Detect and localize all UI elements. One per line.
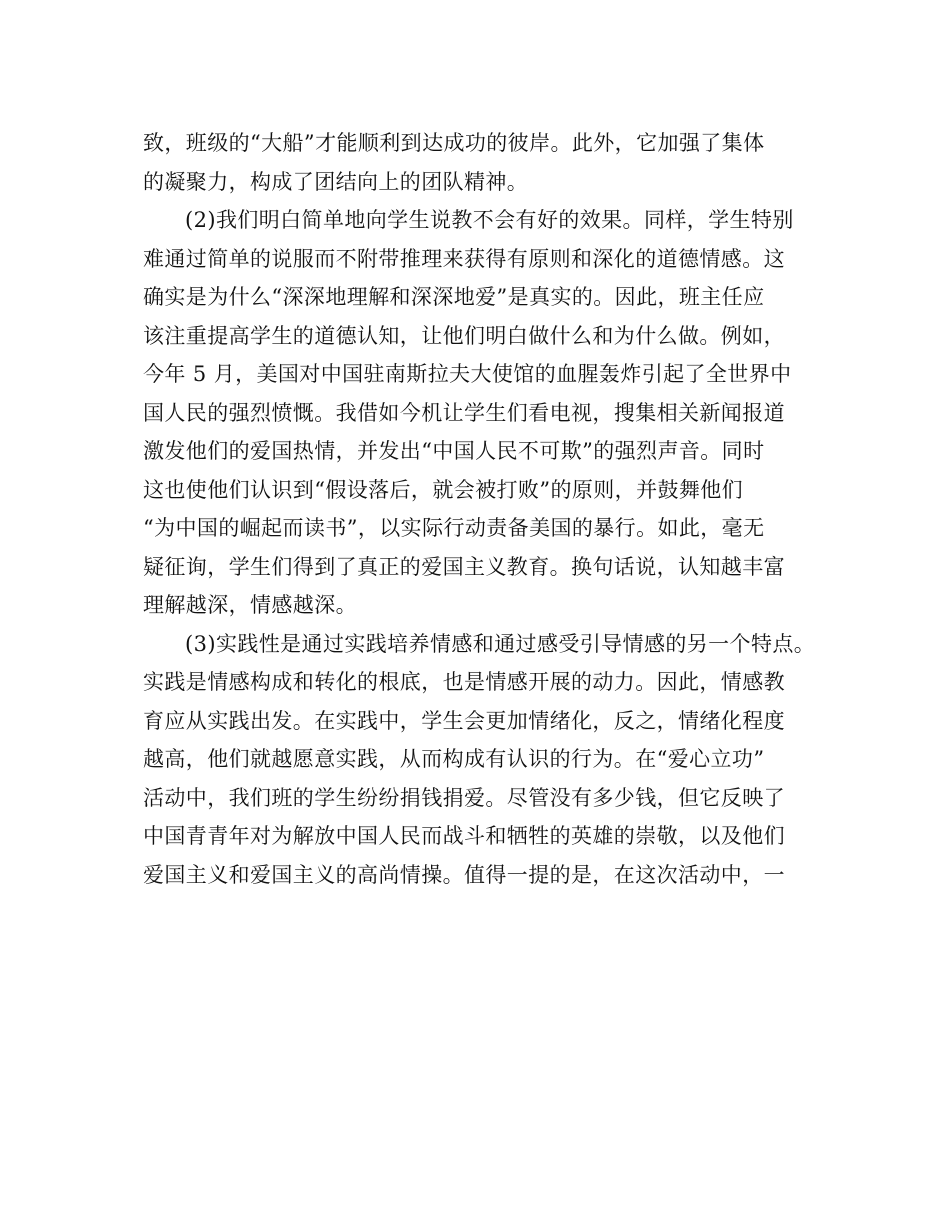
text-line: (2)我们明白简单地向学生说教不会有好的效果。同样，学生特别 <box>185 208 794 232</box>
text-line: 理解越深，情感越深。 <box>143 593 357 617</box>
text-line: 爱国主义和爱国主义的高尚情操。值得一提的是，在这次活动中，一 <box>143 862 785 887</box>
text-line: 中国青青年对为解放中国人民而战斗和牺牲的英雄的崇敬，以及他们 <box>143 824 785 848</box>
text-line: 该注重提高学生的道德认知，让他们明白做什么和为什么做。例如， <box>143 323 785 348</box>
text-line: 活动中，我们班的学生纷纷捐钱捐爱。尽管没有多少钱，但它反映了 <box>143 785 785 810</box>
text-line: 激发他们的爱国热情，并发出“中国人民不可欺”的强烈声音。同时 <box>143 439 765 463</box>
text-line: (3)实践性是通过实践培养情感和通过感受引导情感的另一个特点。 <box>185 631 816 656</box>
text-line: 育应从实践出发。在实践中，学生会更加情绪化，反之，情绪化程度 <box>143 708 785 733</box>
text-line: 确实是为什么“深深地理解和深深地爱”是真实的。因此，班主任应 <box>143 285 765 309</box>
text-line: 越高，他们就越愿意实践，从而构成有认识的行为。在“爱心立功” <box>143 747 765 771</box>
text-line: “为中国的崛起而读书”，以实际行动责备美国的暴行。如此，毫无 <box>143 516 765 540</box>
text-line: 国人民的强烈愤慨。我借如今机让学生们看电视，搜集相关新闻报道 <box>143 400 785 425</box>
text-line: 今年 5 月，美国对中国驻南斯拉夫大使馆的血腥轰炸引起了全世界中 <box>143 362 792 386</box>
text-line: 疑征询，学生们得到了真正的爱国主义教育。换句话说，认知越丰富 <box>143 554 785 579</box>
text-line: 的凝聚力，构成了团结向上的团队精神。 <box>143 169 529 194</box>
document-body-text <box>143 124 823 894</box>
text-line: 实践是情感构成和转化的根底，也是情感开展的动力。因此，情感教 <box>143 670 785 694</box>
text-line: 难通过简单的说服而不附带推理来获得有原则和深化的道德情感。这 <box>143 246 785 271</box>
text-line: 这也使他们认识到“假设落后，就会被打败”的原则，并鼓舞他们 <box>143 477 744 502</box>
text-line: 致，班级的“大船”才能顺利到达成功的彼岸。此外，它加强了集体 <box>143 131 765 155</box>
